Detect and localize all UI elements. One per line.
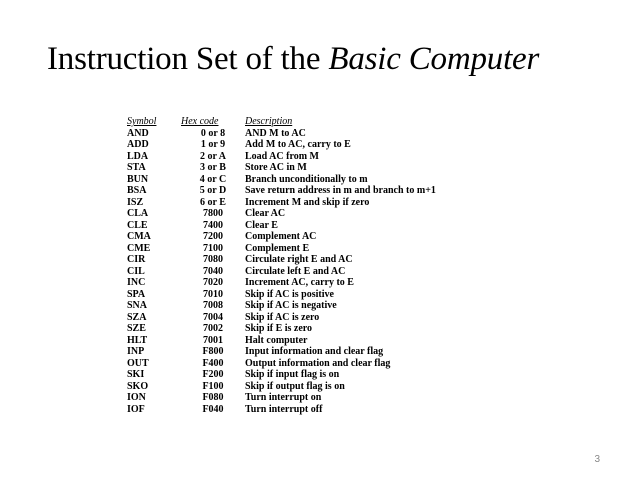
instruction-table (127, 116, 436, 415)
symbol-cell: BUN (127, 173, 149, 185)
description-cell: Skip if input flag is on (245, 369, 340, 380)
symbol-cell: SZE (127, 323, 146, 334)
table-row (127, 197, 436, 209)
hex-code-cell: 0 or 8 (200, 127, 226, 139)
header-hex-code: Hex code (181, 116, 219, 127)
table-row (127, 358, 436, 370)
symbol-cell: ION (127, 392, 146, 403)
description-cell: Increment M and skip if zero (245, 196, 370, 208)
table-row (127, 254, 436, 266)
table-row (127, 231, 436, 243)
page-number: 3 (594, 454, 600, 465)
symbol-cell: CME (127, 242, 151, 254)
hex-code-cell: 7400 (203, 219, 223, 231)
table-row (127, 128, 436, 140)
table-body (127, 128, 436, 416)
table-row (127, 162, 436, 174)
symbol-cell: SKO (127, 380, 149, 392)
description-cell: Store AC in M (245, 162, 307, 173)
hex-code-cell: F040 (202, 403, 224, 415)
table-row (127, 208, 436, 220)
symbol-cell: ISZ (127, 196, 144, 208)
table-row (127, 404, 436, 416)
symbol-cell: SNA (127, 300, 148, 311)
hex-code-cell: 7002 (203, 323, 223, 334)
hex-code-cell: 3 or B (200, 162, 226, 173)
table-row (127, 323, 436, 335)
table-row (127, 289, 436, 301)
description-cell: Circulate left E and AC (245, 265, 346, 277)
symbol-cell: SPA (127, 288, 146, 300)
table-row (127, 392, 436, 404)
hex-code-cell: 5 or D (199, 185, 227, 196)
description-cell: Increment AC, carry to E (245, 277, 354, 288)
table-row (127, 185, 436, 197)
hex-code-cell: 6 or E (200, 196, 226, 208)
table-row (127, 277, 436, 289)
symbol-cell: OUT (127, 357, 149, 369)
description-cell: Clear AC (245, 208, 286, 219)
description-cell: Skip if output flag is on (245, 380, 345, 392)
slide-title-italic: Basic Computer (328, 41, 540, 77)
symbol-cell: HLT (127, 334, 148, 346)
hex-code-cell: F080 (202, 392, 224, 403)
table-row (127, 151, 436, 163)
symbol-cell: LDA (127, 150, 149, 162)
hex-code-cell: 4 or C (199, 173, 227, 185)
symbol-cell: CMA (127, 231, 151, 242)
symbol-cell: BSA (127, 185, 147, 196)
description-cell: Load AC from M (245, 150, 319, 162)
description-cell: Complement AC (245, 231, 317, 242)
hex-code-cell: 7001 (203, 334, 223, 346)
table-row (127, 220, 436, 232)
symbol-cell: IOF (127, 403, 145, 415)
header-description: Description (245, 116, 293, 127)
hex-code-cell: 1 or 9 (200, 139, 226, 150)
description-cell: Skip if E is zero (245, 323, 313, 334)
hex-code-cell: 7004 (203, 311, 223, 323)
symbol-cell: CLE (127, 219, 148, 231)
table-row (127, 243, 436, 255)
header-symbol: Symbol (127, 116, 157, 127)
description-cell: AND M to AC (245, 127, 306, 139)
table-row (127, 174, 436, 186)
table-row (127, 139, 436, 151)
table-row (127, 381, 436, 393)
description-cell: Circulate right E and AC (245, 254, 353, 265)
symbol-cell: CLA (127, 208, 149, 219)
symbol-cell: SKI (127, 369, 145, 380)
hex-code-cell: 7200 (203, 231, 223, 242)
symbol-cell: STA (127, 162, 146, 173)
description-cell: Add M to AC, carry to E (245, 139, 351, 150)
description-cell: Halt computer (245, 334, 308, 346)
description-cell: Branch unconditionally to m (245, 173, 368, 185)
table-header-row (127, 116, 436, 128)
table-row (127, 335, 436, 347)
table-row (127, 312, 436, 324)
hex-code-cell: 2 or A (200, 150, 226, 162)
slide-title (47, 39, 607, 79)
description-cell: Skip if AC is negative (245, 300, 337, 311)
description-cell: Turn interrupt off (245, 403, 323, 415)
description-cell: Save return address in m and branch to m+1 (245, 185, 436, 196)
hex-code-cell: F100 (202, 380, 224, 392)
description-cell: Turn interrupt on (245, 392, 322, 403)
table-row (127, 346, 436, 358)
symbol-cell: ADD (127, 139, 149, 150)
hex-code-cell: 7100 (203, 242, 223, 254)
description-cell: Skip if AC is positive (245, 288, 334, 300)
table-row (127, 266, 436, 278)
hex-code-cell: F800 (202, 346, 224, 357)
symbol-cell: SZA (127, 311, 147, 323)
symbol-cell: CIL (127, 265, 145, 277)
description-cell: Output information and clear flag (245, 357, 391, 369)
symbol-cell: AND (127, 127, 149, 139)
hex-code-cell: 7040 (203, 265, 223, 277)
hex-code-cell: 7008 (203, 300, 223, 311)
description-cell: Clear E (245, 219, 278, 231)
hex-code-cell: 7800 (203, 208, 223, 219)
table-row (127, 300, 436, 312)
description-cell: Skip if AC is zero (245, 311, 320, 323)
symbol-cell: INP (127, 346, 145, 357)
description-cell: Complement E (245, 242, 310, 254)
slide-title-plain: Instruction Set of the (47, 41, 329, 77)
table-row (127, 369, 436, 381)
hex-code-cell: 7080 (203, 254, 223, 265)
symbol-cell: CIR (127, 254, 146, 265)
hex-code-cell: 7020 (203, 277, 223, 288)
hex-code-cell: F400 (202, 357, 224, 369)
hex-code-cell: 7010 (203, 288, 223, 300)
description-cell: Input information and clear flag (245, 346, 384, 357)
symbol-cell: INC (127, 277, 146, 288)
hex-code-cell: F200 (202, 369, 224, 380)
